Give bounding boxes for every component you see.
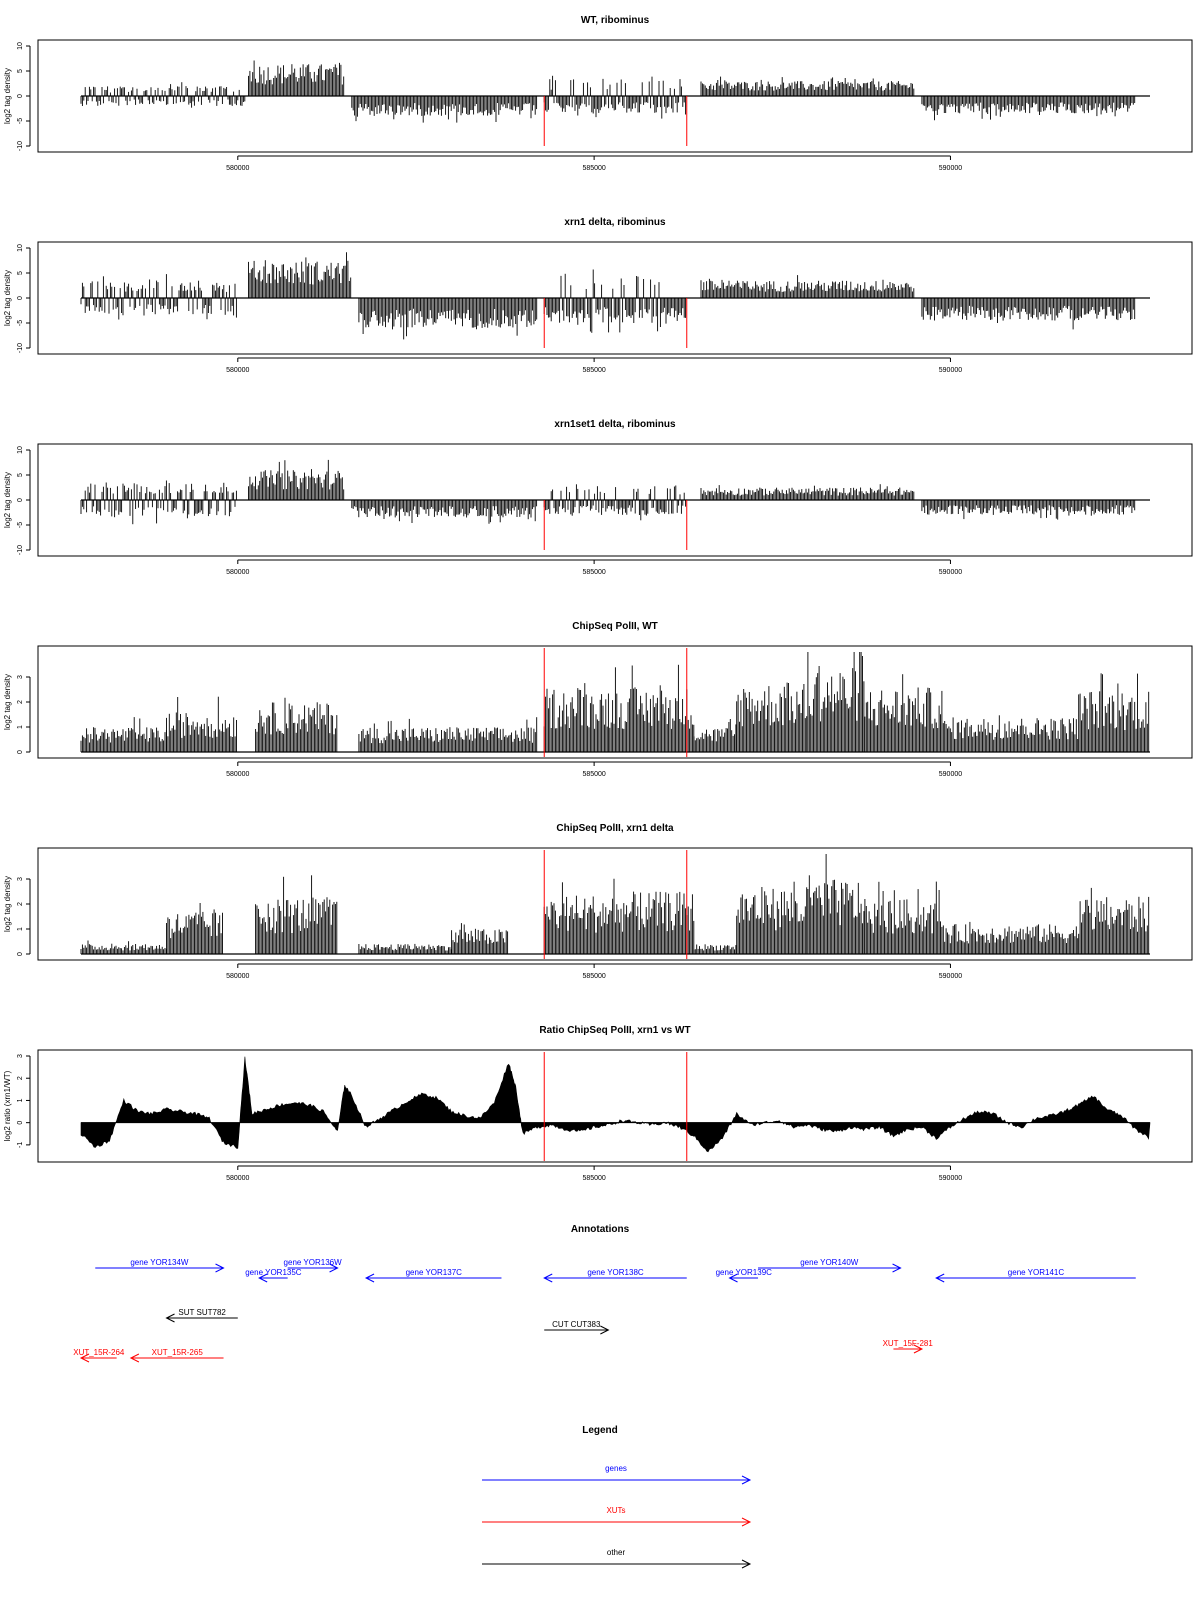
legend-label: other bbox=[606, 1548, 626, 1557]
annotation-label: gene YOR137C bbox=[405, 1268, 462, 1277]
annotation-arrow bbox=[883, 1339, 934, 1353]
legend-label: genes bbox=[605, 1464, 627, 1473]
y-axis bbox=[17, 42, 30, 151]
annotation-label: gene YOR136W bbox=[283, 1258, 342, 1267]
x-tick-label: 590000 bbox=[938, 569, 963, 576]
annotation-label: XUT_15R-264 bbox=[73, 1348, 125, 1357]
signal-segment bbox=[544, 270, 685, 333]
panel-title: Ratio ChipSeq PolII, xrn1 vs WT bbox=[539, 1025, 691, 1036]
signal-segment bbox=[544, 484, 685, 520]
signal-segment bbox=[249, 61, 344, 97]
annotation-label: CUT CUT383 bbox=[552, 1320, 601, 1329]
signal-segment bbox=[943, 715, 1077, 752]
annotations-title: Annotations bbox=[570, 1224, 630, 1235]
panel-title: WT, ribominus bbox=[580, 15, 650, 26]
x-tick-label: 585000 bbox=[582, 367, 606, 374]
y-tick-label: 0 bbox=[17, 750, 24, 754]
legend-item bbox=[482, 1464, 750, 1484]
signal-segment bbox=[452, 923, 508, 954]
signal-segment bbox=[694, 944, 736, 954]
y-axis-label: log2 tag density bbox=[3, 875, 12, 933]
track-panel-6 bbox=[3, 1025, 1192, 1182]
signal-segment bbox=[694, 719, 736, 752]
y-tick-label: 3 bbox=[17, 877, 24, 881]
y-tick-label: 10 bbox=[17, 446, 24, 454]
ratio-area bbox=[81, 1057, 1150, 1152]
annotation-arrow bbox=[73, 1348, 125, 1362]
y-tick-label: 0 bbox=[17, 498, 24, 502]
panel-title: xrn1 delta, ribominus bbox=[564, 217, 666, 228]
x-tick-label: 580000 bbox=[226, 165, 250, 172]
x-axis bbox=[226, 156, 962, 172]
y-tick-label: 1 bbox=[17, 725, 24, 729]
signal-segment bbox=[1079, 888, 1149, 954]
signal-segment bbox=[81, 717, 166, 752]
annotation-arrow bbox=[167, 1308, 238, 1322]
y-axis-label: log2 tag density bbox=[3, 471, 12, 529]
track-panel-5 bbox=[3, 823, 1192, 980]
x-tick-label: 585000 bbox=[582, 569, 606, 576]
y-tick-label: -5 bbox=[17, 521, 24, 529]
annotation-label: gene YOR140W bbox=[800, 1258, 859, 1267]
signal-segment bbox=[249, 460, 344, 500]
signal-segment bbox=[737, 683, 807, 752]
signal-segment bbox=[1079, 673, 1149, 752]
signal-segment bbox=[544, 76, 685, 119]
signal-segment bbox=[81, 82, 245, 108]
track-panel-2 bbox=[3, 217, 1192, 374]
annotation-arrow bbox=[716, 1268, 773, 1282]
annotation-arrow bbox=[544, 1268, 687, 1282]
signal-segment bbox=[81, 274, 236, 319]
y-axis bbox=[17, 244, 30, 353]
signal-segment bbox=[737, 882, 807, 954]
annotation-arrow bbox=[936, 1268, 1136, 1282]
x-axis bbox=[226, 358, 962, 374]
y-tick-label: 1 bbox=[17, 1098, 24, 1103]
track-panel-4 bbox=[3, 621, 1192, 778]
annotation-arrow bbox=[131, 1348, 224, 1362]
annotation-arrow bbox=[366, 1268, 501, 1282]
data-marks bbox=[81, 460, 1135, 524]
y-tick-label: 0 bbox=[17, 1120, 24, 1125]
x-tick-label: 580000 bbox=[226, 771, 250, 778]
annotation-label: gene YOR134W bbox=[130, 1258, 189, 1267]
y-axis bbox=[17, 1054, 30, 1148]
signal-segment bbox=[608, 665, 693, 752]
annotation-arrow bbox=[245, 1268, 302, 1282]
track-panels bbox=[3, 15, 1192, 1182]
y-tick-label: 2 bbox=[17, 1076, 24, 1081]
track-panel-3 bbox=[3, 419, 1192, 576]
y-tick-label: -5 bbox=[17, 319, 24, 327]
y-tick-label: 5 bbox=[17, 69, 24, 73]
annotation-features bbox=[73, 1258, 1136, 1362]
plot-frame bbox=[38, 1050, 1192, 1162]
signal-segment bbox=[359, 944, 451, 954]
signal-segment bbox=[352, 96, 537, 123]
signal-segment bbox=[701, 484, 914, 500]
signal-segment bbox=[544, 683, 607, 752]
panel-title: ChipSeq PolII, WT bbox=[572, 621, 658, 632]
y-axis bbox=[17, 675, 30, 754]
annotation-arrow bbox=[544, 1320, 608, 1334]
y-tick-label: 3 bbox=[17, 1054, 24, 1058]
y-tick-label: 0 bbox=[17, 94, 24, 98]
x-axis bbox=[226, 560, 962, 576]
y-axis bbox=[17, 877, 30, 956]
signal-segment bbox=[943, 922, 1077, 954]
x-tick-label: 580000 bbox=[226, 973, 250, 980]
y-tick-label: 2 bbox=[17, 700, 24, 704]
signal-segment bbox=[922, 500, 1135, 520]
y-tick-label: -10 bbox=[17, 342, 24, 354]
y-tick-label: 0 bbox=[17, 952, 24, 956]
x-tick-label: 585000 bbox=[582, 165, 606, 172]
panel-title: ChipSeq PolII, xrn1 delta bbox=[556, 823, 674, 834]
annotation-arrow bbox=[758, 1258, 901, 1272]
y-axis-label: log2 tag density bbox=[3, 673, 12, 731]
legend-items bbox=[482, 1464, 750, 1568]
signal-segment bbox=[544, 882, 607, 954]
y-tick-label: -10 bbox=[17, 140, 24, 152]
data-marks bbox=[81, 61, 1135, 123]
signal-segment bbox=[352, 500, 537, 524]
signal-segment bbox=[922, 96, 1135, 120]
signal-segment bbox=[256, 875, 337, 954]
signal-segment bbox=[701, 77, 914, 96]
data-marks bbox=[81, 854, 1149, 954]
y-tick-label: 2 bbox=[17, 902, 24, 906]
x-axis bbox=[226, 1166, 962, 1182]
data-marks bbox=[81, 252, 1135, 339]
legend-label: XUTs bbox=[606, 1506, 626, 1515]
y-tick-label: -5 bbox=[17, 117, 24, 125]
signal-segment bbox=[249, 252, 351, 298]
signal-segment bbox=[701, 275, 914, 298]
y-axis-label: log2 tag density bbox=[3, 67, 12, 125]
annotation-label: gene YOR135C bbox=[245, 1268, 302, 1277]
annotation-label: gene YOR141C bbox=[1007, 1268, 1065, 1277]
track-panel-1 bbox=[3, 15, 1192, 172]
x-tick-label: 580000 bbox=[226, 569, 250, 576]
y-tick-label: 5 bbox=[17, 473, 24, 477]
y-axis-label: log2 tag density bbox=[3, 269, 12, 327]
signal-segment bbox=[808, 854, 864, 954]
annotation-label: XUT_15R-265 bbox=[151, 1348, 203, 1357]
signal-segment bbox=[81, 941, 166, 955]
data-marks bbox=[81, 1057, 1150, 1152]
signal-segment bbox=[359, 717, 537, 752]
signal-segment bbox=[865, 674, 942, 752]
x-tick-label: 590000 bbox=[938, 771, 963, 778]
x-tick-label: 580000 bbox=[226, 367, 250, 374]
annotation-label: gene YOR138C bbox=[587, 1268, 644, 1277]
signal-segment bbox=[167, 697, 237, 752]
y-tick-label: 5 bbox=[17, 271, 24, 275]
x-tick-label: 580000 bbox=[226, 1175, 250, 1182]
annotation-arrow bbox=[95, 1258, 223, 1272]
y-tick-label: -10 bbox=[17, 544, 24, 556]
annotation-label: XUT_15F-281 bbox=[882, 1339, 933, 1348]
x-tick-label: 585000 bbox=[582, 771, 606, 778]
x-axis bbox=[226, 964, 962, 980]
signal-segment bbox=[81, 481, 236, 525]
x-tick-label: 590000 bbox=[938, 165, 963, 172]
x-tick-label: 590000 bbox=[938, 973, 963, 980]
signal-segment bbox=[167, 903, 223, 954]
x-axis bbox=[226, 762, 962, 778]
signal-segment bbox=[922, 298, 1135, 329]
y-tick-label: -1 bbox=[17, 1141, 24, 1149]
y-axis-label: log2 ratio (xrn1/WT) bbox=[3, 1070, 12, 1142]
y-tick-label: 1 bbox=[17, 927, 24, 931]
signal-segment bbox=[865, 882, 942, 954]
signal-segment bbox=[808, 652, 864, 752]
legend-item bbox=[482, 1506, 750, 1526]
signal-segment bbox=[608, 879, 693, 954]
signal-segment bbox=[359, 298, 537, 339]
panel-title: xrn1set1 delta, ribominus bbox=[554, 419, 676, 430]
x-tick-label: 590000 bbox=[938, 1175, 963, 1182]
annotation-label: gene YOR139C bbox=[715, 1268, 772, 1277]
legend-item bbox=[482, 1548, 750, 1568]
y-tick-label: 0 bbox=[17, 296, 24, 300]
y-axis bbox=[17, 446, 30, 555]
x-tick-label: 585000 bbox=[582, 1175, 606, 1182]
y-tick-label: 10 bbox=[17, 244, 24, 252]
legend-title: Legend bbox=[582, 1425, 618, 1436]
y-tick-label: 3 bbox=[17, 675, 24, 679]
data-marks bbox=[81, 652, 1149, 752]
signal-segment bbox=[256, 698, 337, 752]
x-tick-label: 590000 bbox=[938, 367, 963, 374]
y-tick-label: 10 bbox=[17, 42, 24, 50]
x-tick-label: 585000 bbox=[582, 973, 606, 980]
annotation-label: SUT SUT782 bbox=[178, 1308, 226, 1317]
